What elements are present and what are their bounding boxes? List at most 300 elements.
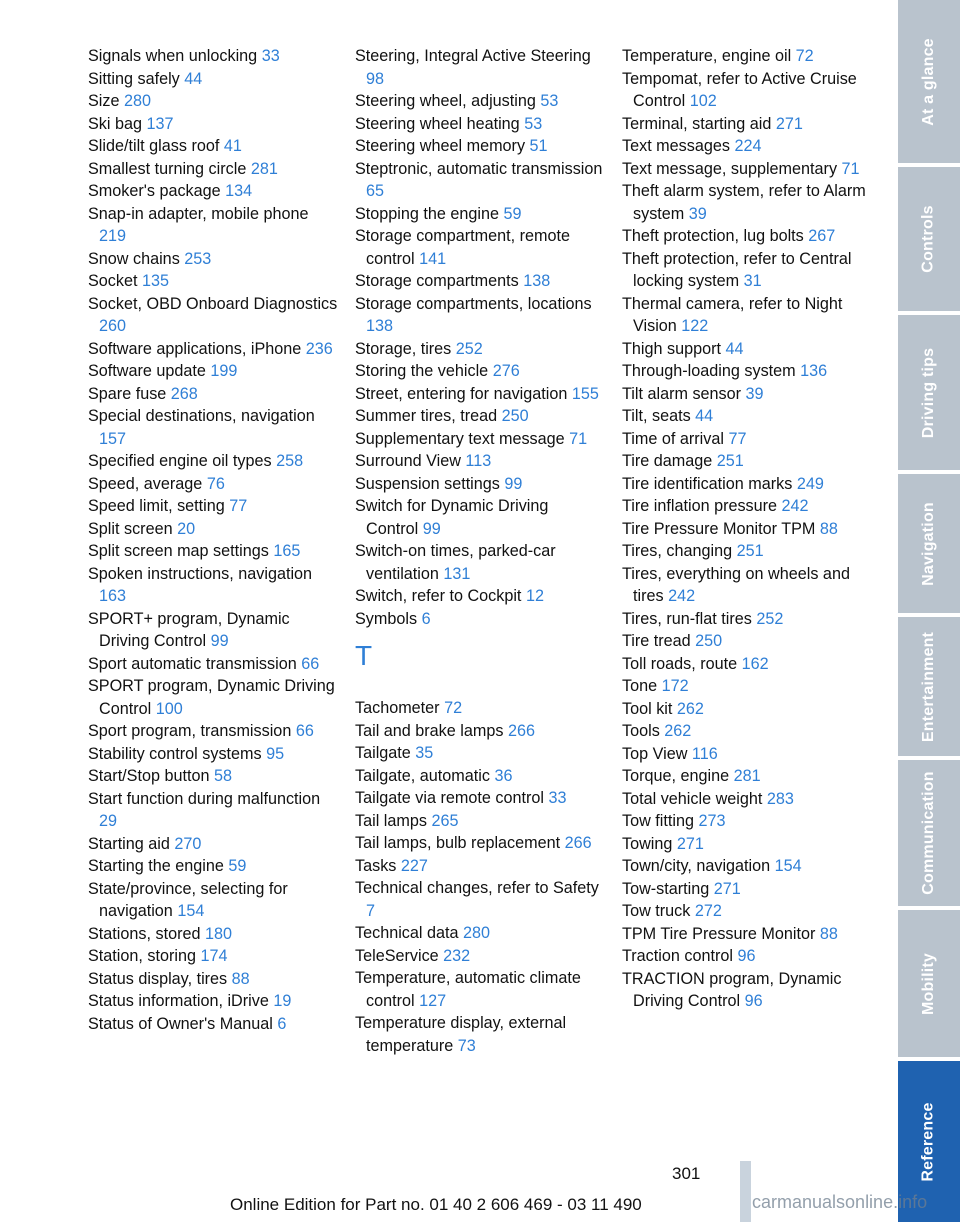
section-letter-t: T xyxy=(355,640,373,671)
entry-page-link[interactable]: 99 xyxy=(210,632,229,650)
index-entry xyxy=(355,360,605,383)
entry-page-link[interactable]: 163 xyxy=(99,587,127,605)
entry-term: Tasks xyxy=(355,856,397,875)
entry-page-link[interactable]: 138 xyxy=(366,317,394,335)
entry-page-link[interactable]: 127 xyxy=(419,991,447,1010)
index-entry xyxy=(88,1013,338,1036)
entry-term: Thermal camera, refer to Night Vision xyxy=(622,294,843,335)
entry-page-link[interactable]: 134 xyxy=(225,182,253,200)
entry-term: Stability control systems xyxy=(88,744,262,763)
entry-page-link[interactable]: 137 xyxy=(146,114,174,133)
entry-page-link[interactable]: 96 xyxy=(744,992,763,1010)
entry-page-link[interactable]: 99 xyxy=(422,519,441,538)
index-entry xyxy=(88,135,338,158)
index-entry xyxy=(88,293,338,338)
index-entry xyxy=(355,540,605,585)
tab-label: At a glance xyxy=(920,37,937,126)
entry-page-link[interactable]: 141 xyxy=(419,249,447,268)
entry-page-link[interactable]: 6 xyxy=(421,609,431,628)
index-entry xyxy=(88,833,338,856)
entry-page-link[interactable]: 66 xyxy=(301,654,320,673)
entry-page-link[interactable]: 98 xyxy=(366,69,385,88)
index-entry xyxy=(88,743,338,766)
entry-page-link[interactable]: 73 xyxy=(457,1036,476,1055)
tab-at-a-glance[interactable] xyxy=(898,0,960,163)
index-entry xyxy=(622,900,872,923)
entry-term: Storing the vehicle xyxy=(355,362,489,380)
entry-page-link[interactable]: 262 xyxy=(664,722,692,740)
entry-term: Theft protection, refer to Central locking system xyxy=(622,249,852,290)
entry-term: Stopping the engine xyxy=(355,204,500,223)
entry-term: Suspension settings xyxy=(355,474,500,493)
entry-page-link[interactable]: 59 xyxy=(228,857,247,875)
entry-page-link[interactable]: 267 xyxy=(808,227,836,245)
tab-controls[interactable] xyxy=(898,167,960,311)
entry-term: Toll roads, route xyxy=(622,654,738,673)
entry-page-link[interactable]: 77 xyxy=(728,429,747,448)
entry-page-link[interactable]: 280 xyxy=(124,92,152,110)
entry-term: Tire tread xyxy=(622,632,691,650)
entry-term: Tailgate, automatic xyxy=(355,766,490,785)
entry-term: Steering wheel heating xyxy=(355,114,520,133)
entry-term: Starting aid xyxy=(88,834,170,853)
index-entry xyxy=(88,675,338,720)
entry-page-link[interactable]: 252 xyxy=(455,339,483,358)
entry-page-link[interactable]: 53 xyxy=(524,114,543,133)
index-entry xyxy=(355,90,605,113)
entry-term: Tail lamps xyxy=(355,811,427,830)
index-entry xyxy=(88,495,338,518)
entry-term: Text message, supplementary xyxy=(622,159,838,178)
index-entry xyxy=(622,810,872,833)
index-group-s xyxy=(355,45,605,630)
entry-page-link[interactable]: 180 xyxy=(204,924,232,943)
entry-term: Snap-in adapter, mobile phone xyxy=(88,204,309,223)
index-entry xyxy=(355,855,605,878)
entry-page-link[interactable]: 266 xyxy=(564,834,592,852)
entry-term: Split screen xyxy=(88,519,173,538)
entry-term: Text messages xyxy=(622,137,730,155)
entry-page-link[interactable]: 31 xyxy=(743,272,762,290)
index-entry xyxy=(622,428,872,451)
index-entry xyxy=(622,338,872,361)
entry-term: Tire inflation pressure xyxy=(622,497,778,515)
index-entry xyxy=(88,990,338,1013)
entry-page-link[interactable]: 77 xyxy=(229,497,248,515)
index-entry xyxy=(355,608,605,631)
index-entry xyxy=(88,113,338,136)
index-entry xyxy=(88,540,338,563)
entry-term: Town/city, navigation xyxy=(622,857,771,875)
index-entry xyxy=(355,135,605,158)
index-entry xyxy=(622,608,872,631)
entry-page-link[interactable]: 154 xyxy=(774,857,802,875)
entry-page-link[interactable]: 157 xyxy=(99,429,127,448)
entry-page-link[interactable]: 268 xyxy=(170,384,198,403)
entry-term: Street, entering for navigation xyxy=(355,384,568,403)
entry-term: TPM Tire Pressure Monitor xyxy=(622,924,816,943)
index-entry xyxy=(88,608,338,653)
entry-term: Theft protection, lug bolts xyxy=(622,227,804,245)
entry-term: Tire Pressure Monitor TPM xyxy=(622,519,816,538)
index-entry xyxy=(88,653,338,676)
entry-page-link[interactable]: 7 xyxy=(366,901,376,920)
entry-page-link[interactable]: 242 xyxy=(668,587,696,605)
entry-term: Tilt alarm sensor xyxy=(622,384,742,403)
entry-term: TeleService xyxy=(355,946,439,965)
entry-term: Storage compartments, locations xyxy=(355,294,592,313)
entry-term: Socket xyxy=(88,272,138,290)
entry-page-link[interactable]: 154 xyxy=(177,902,205,920)
page-number-bar xyxy=(740,1161,751,1222)
entry-term: Thigh support xyxy=(622,339,721,358)
entry-term: Symbols xyxy=(355,609,418,628)
entry-page-link[interactable]: 71 xyxy=(569,429,588,448)
index-entry xyxy=(355,225,605,270)
index-entry xyxy=(355,1012,605,1057)
entry-page-link[interactable]: 33 xyxy=(261,47,280,65)
entry-page-link[interactable]: 51 xyxy=(529,137,548,155)
index-entry xyxy=(622,653,872,676)
entry-page-link[interactable]: 219 xyxy=(99,227,127,245)
index-entry xyxy=(622,833,872,856)
entry-page-link[interactable]: 76 xyxy=(206,474,225,493)
entry-page-link[interactable]: 265 xyxy=(431,811,459,830)
tab-label: Entertainment xyxy=(920,631,938,742)
entry-page-link[interactable]: 131 xyxy=(443,564,471,583)
index-entry xyxy=(622,405,872,428)
index-entry xyxy=(355,585,605,608)
index-column-1 xyxy=(88,45,338,1035)
entry-page-link[interactable]: 96 xyxy=(737,947,756,965)
index-entry xyxy=(622,878,872,901)
entry-term: Steering, Integral Active Steering xyxy=(355,47,591,65)
entry-term: Tires, changing xyxy=(622,542,733,560)
entry-page-link[interactable]: 138 xyxy=(523,272,551,290)
entry-page-link[interactable]: 33 xyxy=(548,789,567,807)
entry-page-link[interactable]: 236 xyxy=(305,339,333,358)
entry-page-link[interactable]: 262 xyxy=(676,699,704,718)
entry-term: Technical data xyxy=(355,924,459,942)
index-entry xyxy=(622,495,872,518)
entry-page-link[interactable]: 266 xyxy=(507,721,535,740)
entry-term: Top View xyxy=(622,744,688,763)
entry-page-link[interactable]: 250 xyxy=(501,407,529,425)
entry-term: Tools xyxy=(622,722,660,740)
index-entry xyxy=(355,338,605,361)
entry-page-link[interactable]: 260 xyxy=(99,317,127,335)
index-entry xyxy=(622,698,872,721)
entry-page-link[interactable]: 174 xyxy=(200,947,228,965)
entry-page-link[interactable]: 232 xyxy=(443,946,471,965)
tab-label: Communication xyxy=(920,771,937,895)
index-entry xyxy=(88,68,338,91)
entry-page-link[interactable]: 276 xyxy=(492,362,520,380)
entry-term: Status display, tires xyxy=(88,969,228,988)
entry-page-link[interactable]: 253 xyxy=(184,249,212,268)
index-entry xyxy=(88,720,338,743)
index-entry xyxy=(622,675,872,698)
tab-navigation[interactable] xyxy=(898,474,960,613)
entry-term: Software applications, iPhone xyxy=(88,339,302,358)
entry-page-link[interactable]: 252 xyxy=(756,609,784,628)
entry-term: Switch-on times, parked-car ventilation xyxy=(355,542,556,583)
index-entry xyxy=(355,765,605,788)
entry-term: Storage, tires xyxy=(355,339,452,358)
index-entry xyxy=(355,787,605,810)
entry-term: Time of arrival xyxy=(622,429,724,448)
index-entry xyxy=(622,383,872,406)
entry-page-link[interactable]: 172 xyxy=(661,677,689,695)
page-number: 301 xyxy=(672,1164,701,1183)
entry-term: SPORT+ program, Dynamic Driving Control xyxy=(88,609,290,650)
entry-page-link[interactable]: 88 xyxy=(819,924,838,943)
index-entry xyxy=(622,450,872,473)
index-column-3 xyxy=(622,45,872,1013)
index-entry xyxy=(355,922,605,945)
entry-page-link[interactable]: 258 xyxy=(276,452,304,470)
entry-term: Steering wheel memory xyxy=(355,137,526,155)
index-entry xyxy=(355,697,605,720)
entry-term: Split screen map settings xyxy=(88,542,269,560)
index-entry xyxy=(355,810,605,833)
entry-page-link[interactable]: 242 xyxy=(781,497,809,515)
index-entry xyxy=(622,180,872,225)
index-entry xyxy=(355,877,605,922)
index-group-t xyxy=(355,697,605,1057)
index-entry xyxy=(355,45,605,90)
index-entry xyxy=(355,495,605,540)
entry-page-link[interactable]: 44 xyxy=(695,407,714,425)
entry-page-link[interactable]: 136 xyxy=(800,362,828,380)
entry-term: Tire damage xyxy=(622,452,713,470)
entry-page-link[interactable]: 72 xyxy=(444,699,463,717)
tab-communication[interactable] xyxy=(898,760,960,906)
index-entry xyxy=(355,113,605,136)
entry-term: Torque, engine xyxy=(622,767,730,785)
entry-page-link[interactable]: 280 xyxy=(463,924,491,942)
entry-page-link[interactable]: 102 xyxy=(689,92,717,110)
index-entry xyxy=(88,248,338,271)
entry-term: Traction control xyxy=(622,947,733,965)
entry-term: Speed, average xyxy=(88,474,203,493)
entry-page-link[interactable]: 272 xyxy=(694,902,722,920)
index-entry xyxy=(88,405,338,450)
entry-term: SPORT program, Dynamic Driving Control xyxy=(88,677,335,718)
entry-page-link[interactable]: 113 xyxy=(465,452,492,470)
entry-term: Switch for Dynamic Driving Control xyxy=(355,497,549,538)
entry-term: Snow chains xyxy=(88,249,180,268)
entry-term: Special destinations, navigation xyxy=(88,407,315,425)
entry-term: Tilt, seats xyxy=(622,407,691,425)
index-entry xyxy=(622,360,872,383)
index-entry xyxy=(622,788,872,811)
entry-page-link[interactable]: 88 xyxy=(231,969,250,988)
entry-page-link[interactable]: 59 xyxy=(503,204,522,223)
index-entry xyxy=(88,788,338,833)
entry-term: Storage compartment, remote control xyxy=(355,227,571,268)
index-entry xyxy=(622,743,872,766)
entry-page-link[interactable]: 100 xyxy=(155,699,183,718)
entry-term: Spoken instructions, navigation xyxy=(88,564,313,583)
entry-page-link[interactable]: 66 xyxy=(295,722,314,740)
index-entry xyxy=(88,563,338,608)
entry-term: Software update xyxy=(88,362,206,380)
index-entry xyxy=(88,855,338,878)
index-entry xyxy=(88,90,338,113)
index-entry xyxy=(88,383,338,406)
entry-page-link[interactable]: 273 xyxy=(698,812,726,830)
entry-page-link[interactable]: 88 xyxy=(819,519,838,538)
index-entry xyxy=(88,360,338,383)
entry-term: Temperature, engine oil xyxy=(622,47,792,65)
index-entry xyxy=(88,923,338,946)
entry-page-link[interactable]: 224 xyxy=(734,137,762,155)
entry-page-link[interactable]: 165 xyxy=(273,542,301,560)
entry-page-link[interactable]: 72 xyxy=(795,47,814,65)
index-entry xyxy=(88,518,338,541)
entry-term: Tires, run-flat tires xyxy=(622,609,752,628)
tab-label: Navigation xyxy=(920,501,938,586)
entry-term: Summer tires, tread xyxy=(355,407,498,425)
entry-page-link[interactable]: 116 xyxy=(691,744,718,763)
entry-page-link[interactable]: 29 xyxy=(99,812,118,830)
index-entry xyxy=(355,383,605,406)
index-entry xyxy=(355,158,605,203)
entry-term: Switch, refer to Cockpit xyxy=(355,587,522,605)
entry-term: Stations, stored xyxy=(88,924,201,943)
tab-label: Controls xyxy=(920,205,937,273)
index-entry xyxy=(355,832,605,855)
entry-page-link[interactable]: 44 xyxy=(725,339,744,358)
entry-page-link[interactable]: 6 xyxy=(277,1014,287,1033)
index-entry xyxy=(355,428,605,451)
entry-term: Smallest turning circle xyxy=(88,159,247,178)
entry-term: Tow truck xyxy=(622,902,691,920)
entry-page-link[interactable]: 270 xyxy=(174,834,202,853)
entry-page-link[interactable]: 65 xyxy=(366,182,385,200)
entry-term: Tailgate via remote control xyxy=(355,789,544,807)
index-entry xyxy=(355,967,605,1012)
index-column-2 xyxy=(355,45,605,1057)
index-entry xyxy=(355,720,605,743)
entry-term: Sitting safely xyxy=(88,69,180,88)
tab-mobility[interactable] xyxy=(898,910,960,1057)
entry-page-link[interactable]: 281 xyxy=(733,767,761,785)
entry-term: Tone xyxy=(622,677,658,695)
entry-term: Tempomat, refer to Active Cruise Control xyxy=(622,69,857,110)
index-entry xyxy=(88,945,338,968)
entry-page-link[interactable]: 251 xyxy=(736,542,764,560)
index-entry xyxy=(622,945,872,968)
entry-page-link[interactable]: 135 xyxy=(142,272,170,290)
entry-term: Terminal, starting aid xyxy=(622,114,772,133)
index-entry xyxy=(622,923,872,946)
index-entry xyxy=(622,158,872,181)
index-entry xyxy=(622,630,872,653)
index-entry xyxy=(355,945,605,968)
entry-page-link[interactable]: 271 xyxy=(713,879,741,898)
entry-term: State/province, selecting for navigation xyxy=(88,879,288,920)
index-entry xyxy=(355,450,605,473)
entry-page-link[interactable]: 39 xyxy=(745,384,764,403)
entry-term: Tachometer xyxy=(355,699,440,717)
entry-page-link[interactable]: 44 xyxy=(184,69,203,88)
entry-term: Steering wheel, adjusting xyxy=(355,92,536,110)
footer-edition: Online Edition for Part no. 01 40 2 606 469 - 03 11 490 xyxy=(230,1195,642,1214)
tab-entertainment[interactable] xyxy=(898,617,960,756)
entry-term: Tires, everything on wheels and tires xyxy=(622,564,850,605)
index-entry xyxy=(622,135,872,158)
index-entry xyxy=(355,203,605,226)
index-entry xyxy=(88,270,338,293)
entry-term: Temperature, automatic climate control xyxy=(355,969,581,1010)
entry-page-link[interactable]: 199 xyxy=(210,362,238,380)
entry-page-link[interactable]: 20 xyxy=(177,519,196,538)
entry-term: Tail lamps, bulb replacement xyxy=(355,834,561,852)
index-entry xyxy=(88,203,338,248)
index-entry xyxy=(622,68,872,113)
index-entry xyxy=(622,563,872,608)
index-entry xyxy=(622,45,872,68)
entry-term: Speed limit, setting xyxy=(88,497,225,515)
entry-page-link[interactable]: 271 xyxy=(676,834,704,853)
tab-driving-tips[interactable] xyxy=(898,315,960,470)
entry-page-link[interactable]: 162 xyxy=(741,654,769,673)
entry-term: Socket, OBD Onboard Diagnostics xyxy=(88,294,338,313)
index-entry xyxy=(622,855,872,878)
tab-label: Driving tips xyxy=(920,347,938,438)
entry-page-link[interactable]: 71 xyxy=(841,159,860,178)
entry-page-link[interactable]: 155 xyxy=(571,384,599,403)
entry-page-link[interactable]: 99 xyxy=(504,474,523,493)
entry-page-link[interactable]: 251 xyxy=(716,452,744,470)
entry-page-link[interactable]: 41 xyxy=(223,137,242,155)
entry-page-link[interactable]: 227 xyxy=(400,856,428,875)
entry-term: TRACTION program, Dynamic Driving Control xyxy=(622,969,842,1010)
entry-page-link[interactable]: 249 xyxy=(796,474,824,493)
entry-page-link[interactable]: 19 xyxy=(273,992,292,1010)
entry-term: Smoker's package xyxy=(88,182,221,200)
entry-page-link[interactable]: 250 xyxy=(695,632,723,650)
entry-page-link[interactable]: 283 xyxy=(766,789,794,808)
entry-term: Tire identification marks xyxy=(622,474,793,493)
index-entry xyxy=(622,968,872,1013)
entry-page-link[interactable]: 35 xyxy=(415,744,434,762)
entry-term: Tool kit xyxy=(622,699,673,718)
entry-term: Surround View xyxy=(355,452,461,470)
index-entry xyxy=(622,293,872,338)
entry-term: Spare fuse xyxy=(88,384,167,403)
index-entry xyxy=(355,405,605,428)
entry-term: Size xyxy=(88,92,120,110)
entry-page-link[interactable]: 281 xyxy=(250,159,278,178)
index-entry xyxy=(622,540,872,563)
index-entry xyxy=(622,225,872,248)
entry-page-link[interactable]: 58 xyxy=(214,767,233,785)
entry-page-link[interactable]: 12 xyxy=(525,587,544,605)
entry-page-link[interactable]: 271 xyxy=(775,114,803,133)
entry-term: Station, storing xyxy=(88,947,196,965)
entry-page-link[interactable]: 36 xyxy=(494,766,513,785)
entry-page-link[interactable]: 53 xyxy=(540,92,559,110)
index-entry xyxy=(622,720,872,743)
entry-term: Towing xyxy=(622,834,673,853)
entry-page-link[interactable]: 95 xyxy=(266,744,285,763)
entry-page-link[interactable]: 39 xyxy=(688,204,707,223)
index-entry xyxy=(88,878,338,923)
entry-page-link[interactable]: 122 xyxy=(681,317,709,335)
